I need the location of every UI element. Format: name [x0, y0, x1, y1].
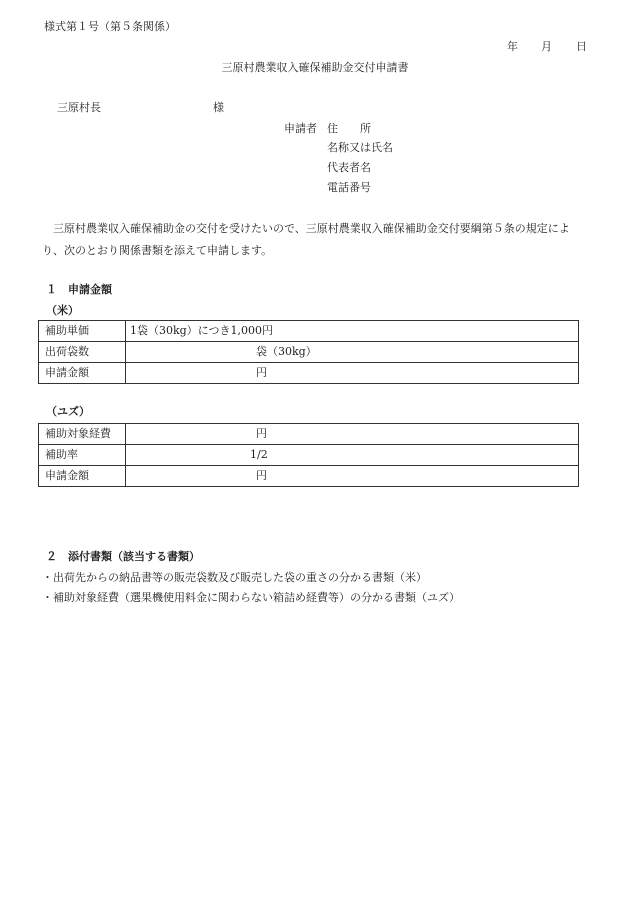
addressee-honorific: 様 — [213, 101, 224, 114]
table-row — [39, 424, 579, 445]
section2-heading: ２ 添付書類（該当する書類） — [46, 550, 200, 563]
attachment-item: ・出荷先からの納品書等の販売袋数及び販売した袋の重さの分かる書類（米） — [42, 571, 427, 584]
applicant-phone-label: 電話番号 — [327, 181, 371, 194]
applicant-name-label: 名称又は氏名 — [327, 141, 393, 154]
rice-label: （米） — [46, 304, 79, 317]
date-year: 年 — [507, 40, 518, 53]
section1-heading: １ 申請金額 — [46, 283, 112, 296]
date-day: 日 — [576, 40, 587, 53]
rice-unit-price-value[interactable]: 1袋（30kg）につき1,000円 — [126, 321, 579, 342]
table-row — [39, 321, 579, 342]
rice-amount-label: 申請金額 — [39, 363, 126, 384]
yuzu-expense-label: 補助対象経費 — [39, 424, 126, 445]
applicant-representative-label: 代表者名 — [327, 161, 371, 174]
applicant-label: 申請者 — [284, 122, 317, 135]
yuzu-amount-label: 申請金額 — [39, 466, 126, 487]
applicant-address-label: 住 所 — [327, 122, 371, 135]
date-month: 月 — [541, 40, 552, 53]
attachment-item: ・補助対象経費（選果機使用料金に関わらない箱詰め経費等）の分かる書類（ユズ） — [42, 591, 460, 604]
addressee-name: 三原村長 — [57, 101, 101, 114]
rice-bag-count-value[interactable]: 袋（30kg） — [126, 342, 579, 363]
yuzu-table — [38, 423, 579, 487]
table-row — [39, 363, 579, 384]
yuzu-expense-value[interactable]: 円 — [126, 424, 579, 445]
document-title: 三原村農業収入確保補助金交付申請書 — [221, 61, 409, 74]
rice-bag-count-label: 出荷袋数 — [39, 342, 126, 363]
form-number: 様式第１号（第５条関係） — [44, 20, 176, 33]
rice-amount-value[interactable]: 円 — [126, 363, 579, 384]
intro-paragraph: 三原村農業収入確保補助金の交付を受けたいので、三原村農業収入確保補助金交付要綱第５条の規定により、次のとおり関係書類を添えて申請します。 — [42, 222, 570, 257]
yuzu-rate-label: 補助率 — [39, 445, 126, 466]
yuzu-rate-value: 1/2 — [126, 445, 579, 466]
table-row — [39, 466, 579, 487]
rice-table — [38, 320, 579, 384]
rice-unit-price-label: 補助単価 — [39, 321, 126, 342]
table-row — [39, 445, 579, 466]
yuzu-amount-value[interactable]: 円 — [126, 466, 579, 487]
table-row — [39, 342, 579, 363]
yuzu-label: （ユズ） — [46, 405, 90, 418]
